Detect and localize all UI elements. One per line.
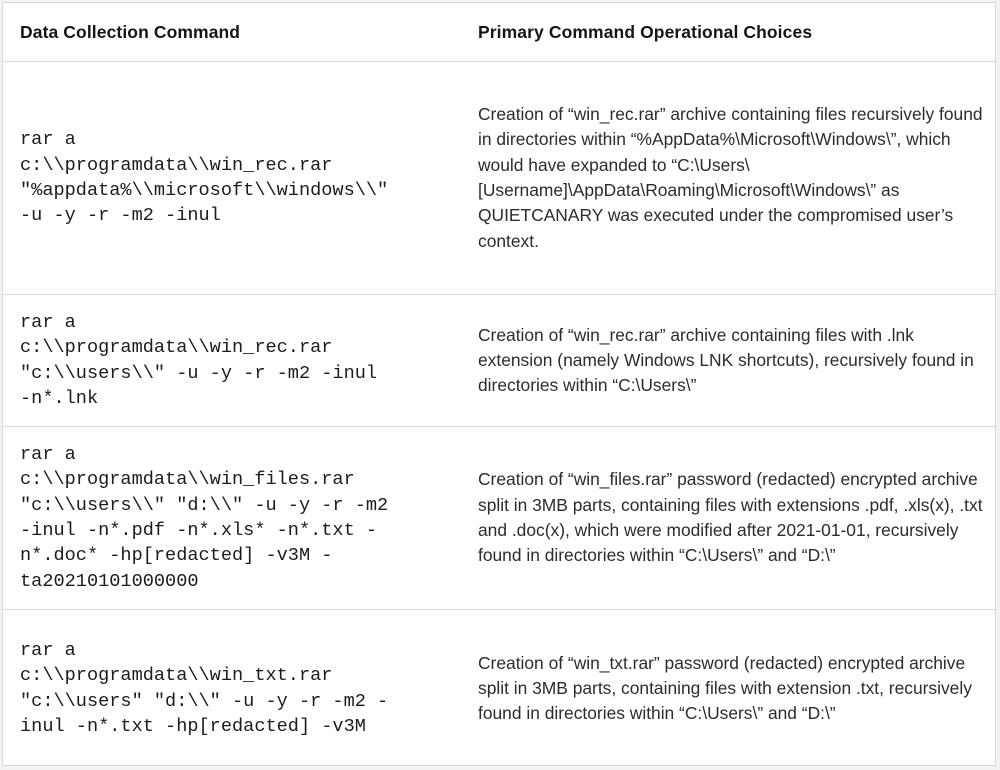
command-cell	[20, 610, 460, 767]
command-cell	[20, 427, 460, 609]
description-text: Creation of “win_txt.rar” password (redacted) encrypted archive split in 3MB parts, containing files with extension .txt, recursively found in directories within “C:\Users\” and “D:\”	[478, 652, 972, 724]
table-row	[3, 62, 995, 295]
description-text: Creation of “win_rec.rar” archive containing files recursively found in directories within “%AppData%\Microsoft\Windows\”, which would have expanded to “C:\Users\[Username]\AppData\Roaming\Microsoft\Windows\” as QUIETCANARY was executed under the compromised user’s context.	[478, 104, 983, 251]
command-text: rar a c:\\programdata\\win_txt.rar "c:\\users" "d:\\" -u -y -r -m2 - inul -n*.txt -hp[redacted] -v3M	[20, 639, 389, 737]
description-text: Creation of “win_files.rar” password (redacted) encrypted archive split in 3MB parts, containing files with extensions .pdf, .xls(x), .txt and .doc(x), which were modified after 2021-01-01, recursively found in directories within “C:\Users\” and “D:\”	[478, 469, 983, 566]
table-row	[3, 427, 995, 610]
table-row	[3, 610, 995, 767]
table-row	[3, 295, 995, 427]
description-cell	[478, 427, 988, 609]
command-text: rar a c:\\programdata\\win_rec.rar "c:\\users\\" -u -y -r -m2 -inul -n*.lnk	[20, 311, 378, 409]
description-cell	[478, 62, 988, 294]
description-cell	[478, 610, 988, 767]
table-header-row	[3, 3, 995, 62]
description-text: Creation of “win_rec.rar” archive containing files with .lnk extension (namely Windows LNK shortcuts), recursively found in directories within “C:\Users\”	[478, 324, 974, 396]
command-text: rar a c:\\programdata\\win_rec.rar "%appdata%\\microsoft\\windows\\" -u -y -r -m2 -inul	[20, 129, 389, 227]
header-data-collection-command: Data Collection Command	[20, 21, 241, 42]
command-text: rar a c:\\programdata\\win_files.rar "c:\\users\\" "d:\\" -u -y -r -m2 -inul -n*.pdf -n*.xls* -n*.txt - n*.doc* -hp[redacted] -v3M - ta20210101000000	[20, 444, 389, 592]
command-cell	[20, 62, 460, 294]
command-cell	[20, 295, 460, 426]
description-cell	[478, 295, 988, 426]
command-table	[2, 2, 996, 766]
header-operational-choices: Primary Command Operational Choices	[478, 21, 813, 42]
